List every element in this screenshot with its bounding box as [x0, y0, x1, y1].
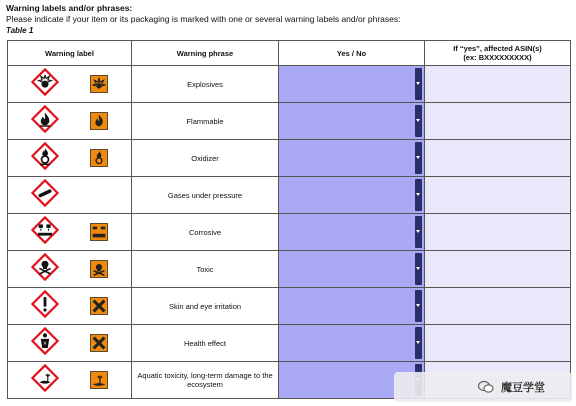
dropdown-arrow-icon[interactable] — [415, 68, 422, 100]
wechat-icon — [478, 380, 494, 394]
table-header-row — [8, 41, 571, 66]
warning-phrase: Explosives — [132, 66, 279, 103]
environment-icon — [31, 364, 59, 397]
warning-phrase: Skin and eye irritation — [132, 288, 279, 325]
yes-no-dropdown[interactable] — [279, 140, 425, 177]
dropdown-arrow-icon[interactable] — [415, 216, 422, 248]
flame-icon — [31, 105, 59, 138]
warning-label-cell — [8, 362, 132, 399]
warning-phrase: Flammable — [132, 103, 279, 140]
exploding-bomb-icon — [31, 68, 59, 101]
yes-no-dropdown[interactable] — [279, 325, 425, 362]
table-row — [8, 214, 571, 251]
dropdown-arrow-icon[interactable] — [415, 290, 422, 322]
warning-label-cell — [8, 177, 132, 214]
yes-no-dropdown[interactable] — [279, 103, 425, 140]
warning-phrase: Corrosive — [132, 214, 279, 251]
table-row — [8, 140, 571, 177]
yes-no-dropdown[interactable] — [279, 251, 425, 288]
table-row — [8, 66, 571, 103]
warning-phrase: Toxic — [132, 251, 279, 288]
dropdown-arrow-icon[interactable] — [415, 179, 422, 211]
exclamation-mark-icon — [31, 290, 59, 323]
affected-asin-input[interactable] — [425, 177, 571, 214]
warning-label-cell — [8, 325, 132, 362]
health-hazard-icon — [31, 327, 59, 360]
affected-asin-input[interactable] — [425, 251, 571, 288]
skull-orange-icon — [90, 260, 108, 278]
yes-no-dropdown[interactable] — [279, 288, 425, 325]
warning-labels-table — [7, 40, 571, 399]
warning-label-cell — [8, 214, 132, 251]
yes-no-dropdown[interactable] — [279, 177, 425, 214]
gas-cylinder-icon — [31, 179, 59, 212]
affected-asin-input[interactable] — [425, 288, 571, 325]
empty-icon-slot — [90, 186, 108, 204]
warning-label-cell — [8, 288, 132, 325]
harmful-x-orange-icon — [90, 334, 108, 352]
section-title: Warning labels and/or phrases: — [6, 3, 133, 13]
dropdown-arrow-icon[interactable] — [415, 142, 422, 174]
warning-phrase: Oxidizer — [132, 140, 279, 177]
col-header-affected-asin: If “yes”, affected ASIN(s) (ex: BXXXXXXXXX) — [425, 41, 571, 66]
affected-asin-input[interactable] — [425, 103, 571, 140]
dropdown-arrow-icon[interactable] — [415, 327, 422, 359]
instruction-text: Please indicate if your item or its packaging is marked with one or several warning labels and/or phrases: — [6, 14, 401, 24]
table-caption: Table 1 — [6, 26, 34, 35]
watermark — [394, 372, 572, 402]
table-row — [8, 103, 571, 140]
skull-crossbones-icon — [31, 253, 59, 286]
dropdown-arrow-icon[interactable] — [415, 253, 422, 285]
warning-label-cell — [8, 103, 132, 140]
col-header-warning-label: Warning label — [8, 41, 132, 66]
flame-orange-icon — [90, 112, 108, 130]
affected-asin-input[interactable] — [425, 214, 571, 251]
dropdown-arrow-icon[interactable] — [415, 105, 422, 137]
warning-label-cell — [8, 251, 132, 288]
warning-phrase: Gases under pressure — [132, 177, 279, 214]
affected-asin-input[interactable] — [425, 325, 571, 362]
watermark-text: 魔豆学堂 — [501, 382, 545, 394]
yes-no-dropdown[interactable] — [279, 66, 425, 103]
environment-orange-icon — [90, 371, 108, 389]
explosive-orange-icon — [90, 75, 108, 93]
warning-phrase: Aquatic toxicity, long-term damage to the ecosystem — [132, 362, 279, 399]
corrosive-orange-icon — [90, 223, 108, 241]
col-header-warning-phrase: Warning phrase — [132, 41, 279, 66]
table-row — [8, 288, 571, 325]
oxidizer-orange-icon — [90, 149, 108, 167]
corrosion-icon — [31, 216, 59, 249]
yes-no-dropdown[interactable] — [279, 214, 425, 251]
warning-label-cell — [8, 66, 132, 103]
warning-phrase: Health effect — [132, 325, 279, 362]
table-row — [8, 325, 571, 362]
irritant-x-orange-icon — [90, 297, 108, 315]
affected-asin-input[interactable] — [425, 66, 571, 103]
warning-label-cell — [8, 140, 132, 177]
flame-over-circle-icon — [31, 142, 59, 175]
affected-asin-input[interactable] — [425, 140, 571, 177]
table-row — [8, 177, 571, 214]
table-row — [8, 251, 571, 288]
col-header-yes-no: Yes / No — [279, 41, 425, 66]
form-header — [6, 3, 566, 36]
